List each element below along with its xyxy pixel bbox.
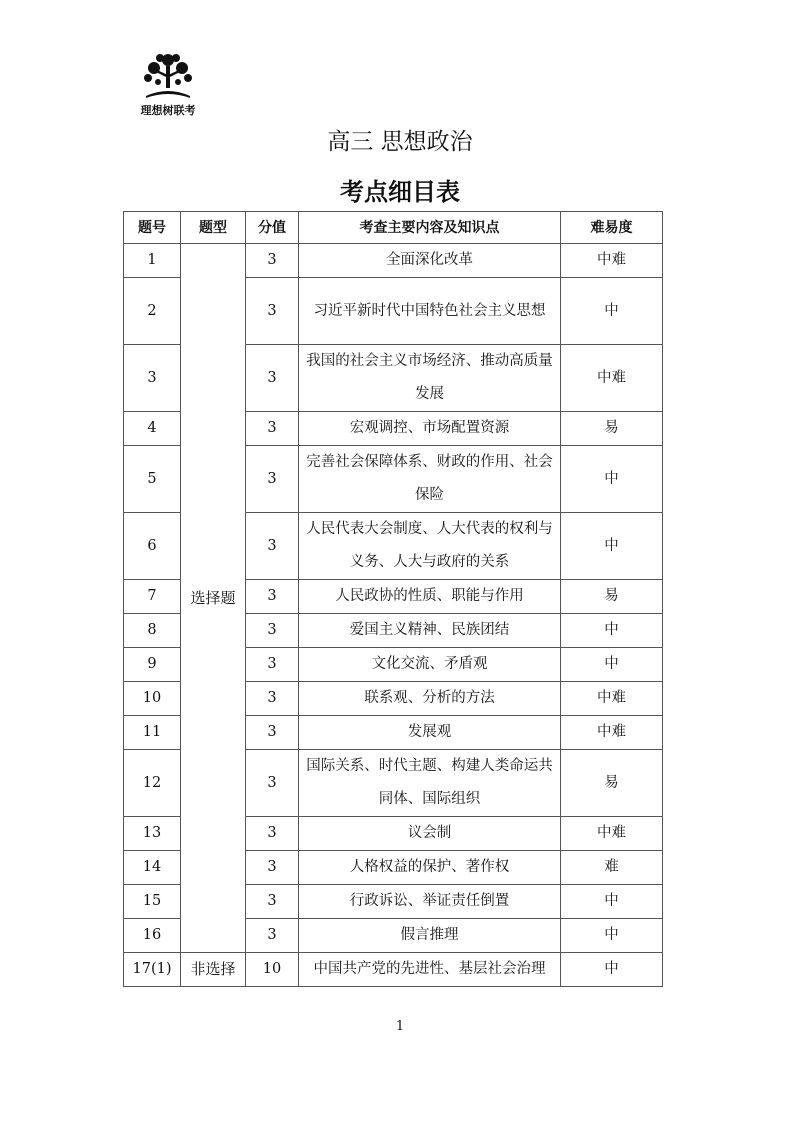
cell-content: 人格权益的保护、著作权 [299,851,561,885]
cell-difficulty: 中 [561,513,663,580]
header-content: 考查主要内容及知识点 [299,212,561,244]
logo [128,52,208,122]
cell-content: 联系观、分析的方法 [299,682,561,716]
cell-content: 爱国主义精神、民族团结 [299,614,561,648]
cell-content: 行政诉讼、举证责任倒置 [299,885,561,919]
cell-difficulty: 难 [561,851,663,885]
cell-score: 10 [246,953,299,987]
header-score: 分值 [246,212,299,244]
exam-spec-table [123,211,663,987]
cell-score: 3 [246,412,299,446]
cell-score: 3 [246,750,299,817]
cell-num: 4 [124,412,181,446]
header-difficulty: 难易度 [561,212,663,244]
cell-num: 12 [124,750,181,817]
cell-difficulty: 中难 [561,244,663,278]
cell-content: 全面深化改革 [299,244,561,278]
cell-num: 7 [124,580,181,614]
cell-score: 3 [246,580,299,614]
cell-num: 17(1) [124,953,181,987]
cell-num: 13 [124,817,181,851]
cell-content: 国际关系、时代主题、构建人类命运共同体、国际组织 [299,750,561,817]
cell-score: 3 [246,885,299,919]
table-header-row [124,212,663,244]
cell-content: 宏观调控、市场配置资源 [299,412,561,446]
cell-num: 10 [124,682,181,716]
cell-num: 15 [124,885,181,919]
header-num: 题号 [124,212,181,244]
cell-content: 中国共产党的先进性、基层社会治理 [299,953,561,987]
cell-score: 3 [246,919,299,953]
cell-score: 3 [246,648,299,682]
cell-score: 3 [246,716,299,750]
cell-score: 3 [246,682,299,716]
cell-num: 6 [124,513,181,580]
cell-difficulty: 中难 [561,345,663,412]
cell-difficulty: 中 [561,278,663,345]
cell-score: 3 [246,851,299,885]
cell-score: 3 [246,278,299,345]
table-row [124,244,663,278]
cell-content: 文化交流、矛盾观 [299,648,561,682]
cell-content: 假言推理 [299,919,561,953]
logo-text: 理想树联考 [140,104,196,117]
cell-content: 议会制 [299,817,561,851]
cell-score: 3 [246,513,299,580]
cell-num: 14 [124,851,181,885]
page-subtitle: 考点细目表 [340,178,460,206]
cell-difficulty: 中 [561,446,663,513]
cell-content: 完善社会保障体系、财政的作用、社会保险 [299,446,561,513]
cell-num: 16 [124,919,181,953]
cell-num: 9 [124,648,181,682]
cell-difficulty: 中 [561,885,663,919]
cell-score: 3 [246,244,299,278]
cell-content: 人民政协的性质、职能与作用 [299,580,561,614]
cell-difficulty: 中难 [561,817,663,851]
cell-content: 习近平新时代中国特色社会主义思想 [299,278,561,345]
cell-num: 11 [124,716,181,750]
cell-difficulty: 中 [561,614,663,648]
cell-score: 3 [246,446,299,513]
cell-type-nonchoice: 非选择 [181,953,246,987]
tree-logo-icon [140,52,196,102]
cell-difficulty: 中难 [561,682,663,716]
cell-score: 3 [246,614,299,648]
cell-type-choice: 选择题 [181,244,246,953]
cell-content: 人民代表大会制度、人大代表的权利与义务、人大与政府的关系 [299,513,561,580]
cell-score: 3 [246,817,299,851]
cell-content: 发展观 [299,716,561,750]
table-row [124,953,663,987]
cell-num: 2 [124,278,181,345]
header-type: 题型 [181,212,246,244]
cell-difficulty: 中难 [561,716,663,750]
cell-difficulty: 中 [561,648,663,682]
cell-num: 3 [124,345,181,412]
cell-num: 1 [124,244,181,278]
cell-difficulty: 易 [561,580,663,614]
cell-num: 8 [124,614,181,648]
cell-content: 我国的社会主义市场经济、推动高质量发展 [299,345,561,412]
cell-score: 3 [246,345,299,412]
cell-difficulty: 中 [561,919,663,953]
cell-num: 5 [124,446,181,513]
cell-difficulty: 易 [561,412,663,446]
cell-difficulty: 易 [561,750,663,817]
page-title: 高三 思想政治 [327,129,473,155]
page-number: 1 [395,1019,405,1034]
cell-difficulty: 中 [561,953,663,987]
